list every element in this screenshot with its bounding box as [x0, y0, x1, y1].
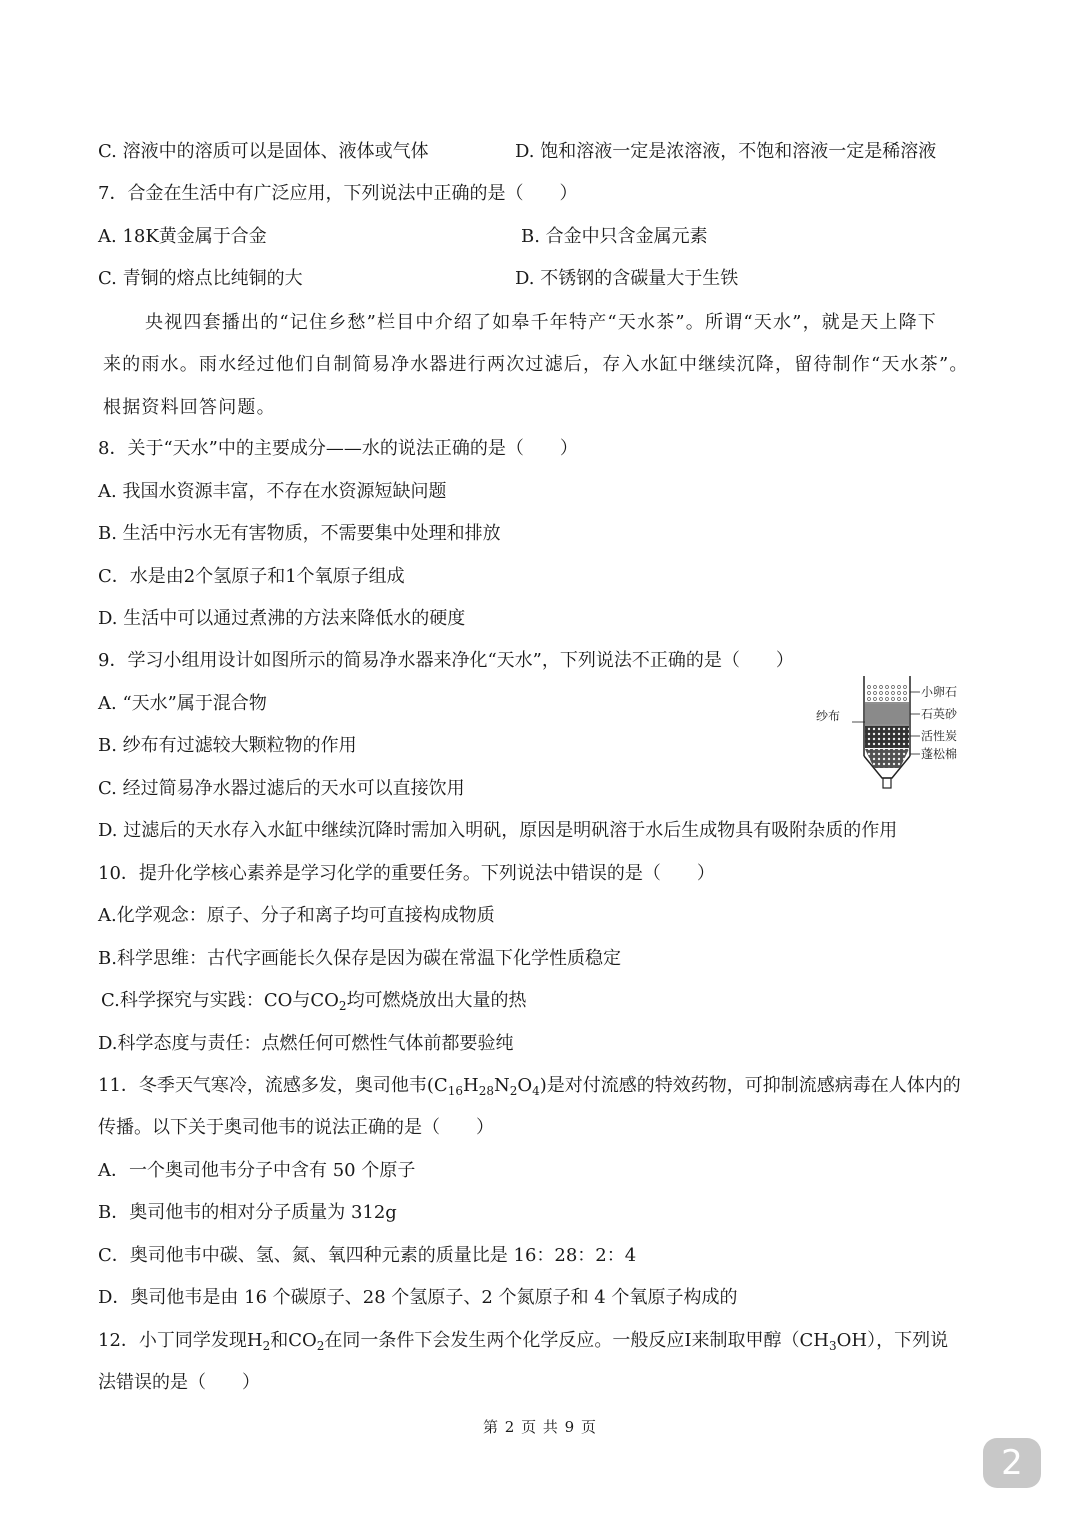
layer-activated-carbon: [865, 726, 909, 748]
q8-option-b: B. 生活中污水无有害物质，不需要集中处理和排放: [98, 523, 501, 544]
q9-option-d: D. 过滤后的天水存入水缸中继续沉降时需加入明矾，原因是明矾溶于水后生成物具有吸附杂质的作用: [98, 820, 898, 841]
layer-pebbles: [865, 684, 909, 702]
q8-option-d: D. 生活中可以通过煮沸的方法来降低水的硬度: [98, 608, 466, 629]
q11-option-b: B．奥司他韦的相对分子质量为 312g: [98, 1202, 397, 1223]
q11-option-d: D．奥司他韦是由 16 个碳原子、28 个氢原子、2 个氮原子和 4 个氧原子构成的: [98, 1287, 738, 1308]
q11-option-c: C．奥司他韦中碳、氢、氮、氧四种元素的质量比是 16：28：2：4: [98, 1245, 637, 1266]
q10-option-c: C.科学探究与实践：CO与$CO_2$均可燃烧放出大量的热: [101, 990, 527, 1013]
q11-stem-line-2: 传播。以下关于奥司他韦的说法正确的是（ ）: [98, 1117, 494, 1138]
q10-option-d: D.科学态度与责任：点燃任何可燃性气体前都要验纯: [98, 1033, 514, 1054]
q11-option-a: A．一个奥司他韦分子中含有 50 个原子: [98, 1160, 416, 1181]
diagram-label-pebbles: 小卵石: [921, 685, 958, 699]
q11-stem-line-1: 11．冬季天气寒冷，流感多发，奥司他韦$(C_{16}H_{28}N_2O_4)$是对付流感的特效药物，可抑制流感病毒在人体内的: [98, 1075, 961, 1098]
q8-option-a: A. 我国水资源丰富，不存在水资源短缺问题: [98, 481, 447, 502]
q7-option-d: D. 不锈钢的含碳量大于生铁: [515, 268, 739, 289]
q8-option-c: C．水是由2个氢原子和1个氧原子组成: [98, 566, 405, 587]
layer-quartz-sand: [865, 704, 909, 724]
q9-option-b: B. 纱布有过滤较大颗粒物的作用: [98, 735, 357, 756]
diagram-label-cotton: 蓬松棉: [921, 747, 958, 761]
q9-option-c: C. 经过简易净水器过滤后的天水可以直接饮用: [98, 778, 465, 799]
passage-line-1: 央视四套播出的“记住乡愁”栏目中介绍了如皋千年特产“天水茶”。所谓“天水”，就是天上降下: [145, 312, 938, 333]
q9-stem: 9．学习小组用设计如图所示的简易净水器来净化“天水”，下列说法不正确的是（ ）: [98, 650, 794, 671]
passage-line-2: 来的雨水。雨水经过他们自制简易净水器进行两次过滤后，存入水缸中继续沉降，留待制作“天水茶”。: [103, 354, 969, 375]
q12-stem-line-2: 法错误的是（ ）: [98, 1372, 260, 1393]
diagram-label-quartz-sand: 石英砂: [921, 707, 958, 721]
q10-stem: 10．提升化学核心素养是学习化学的重要任务。下列说法中错误的是（ ）: [98, 863, 715, 884]
q10-option-b: B.科学思维：古代字画能长久保存是因为碳在常温下化学性质稳定: [98, 948, 621, 969]
diagram-label-gauze: 纱布: [816, 709, 841, 723]
q8-stem: 8．关于“天水”中的主要成分——水的说法正确的是（ ）: [98, 438, 578, 459]
q6-option-d: D. 饱和溶液一定是浓溶液，不饱和溶液一定是稀溶液: [515, 141, 937, 162]
water-filter-diagram: [812, 672, 972, 802]
q7-stem: 7．合金在生活中有广泛应用，下列说法中正确的是（ ）: [98, 183, 578, 204]
q10-option-a: A.化学观念：原子、分子和离子均可直接构成物质: [98, 905, 495, 926]
page-number: 第 2 页 共 9 页: [483, 1418, 597, 1436]
diagram-label-activated-carbon: 活性炭: [921, 729, 958, 743]
q12-stem-line-1: 12．小丁同学发现$H_2$和$CO_2$在同一条件下会发生两个化学反应。一般反应Ⅰ来制取甲醇$(CH_3OH)$，下列说: [98, 1330, 949, 1353]
q7-option-a: A. 18K黄金属于合金: [98, 226, 267, 247]
passage-line-3: 根据资料回答问题。: [103, 397, 276, 418]
q7-option-c: C. 青铜的熔点比纯铜的大: [98, 268, 303, 289]
q9-option-a: A. “天水”属于混合物: [98, 693, 267, 714]
q7-option-b: B. 合金中只含金属元素: [521, 226, 708, 247]
page-badge: 2: [983, 1438, 1041, 1488]
q6-option-c: C. 溶液中的溶质可以是固体、液体或气体: [98, 141, 429, 162]
